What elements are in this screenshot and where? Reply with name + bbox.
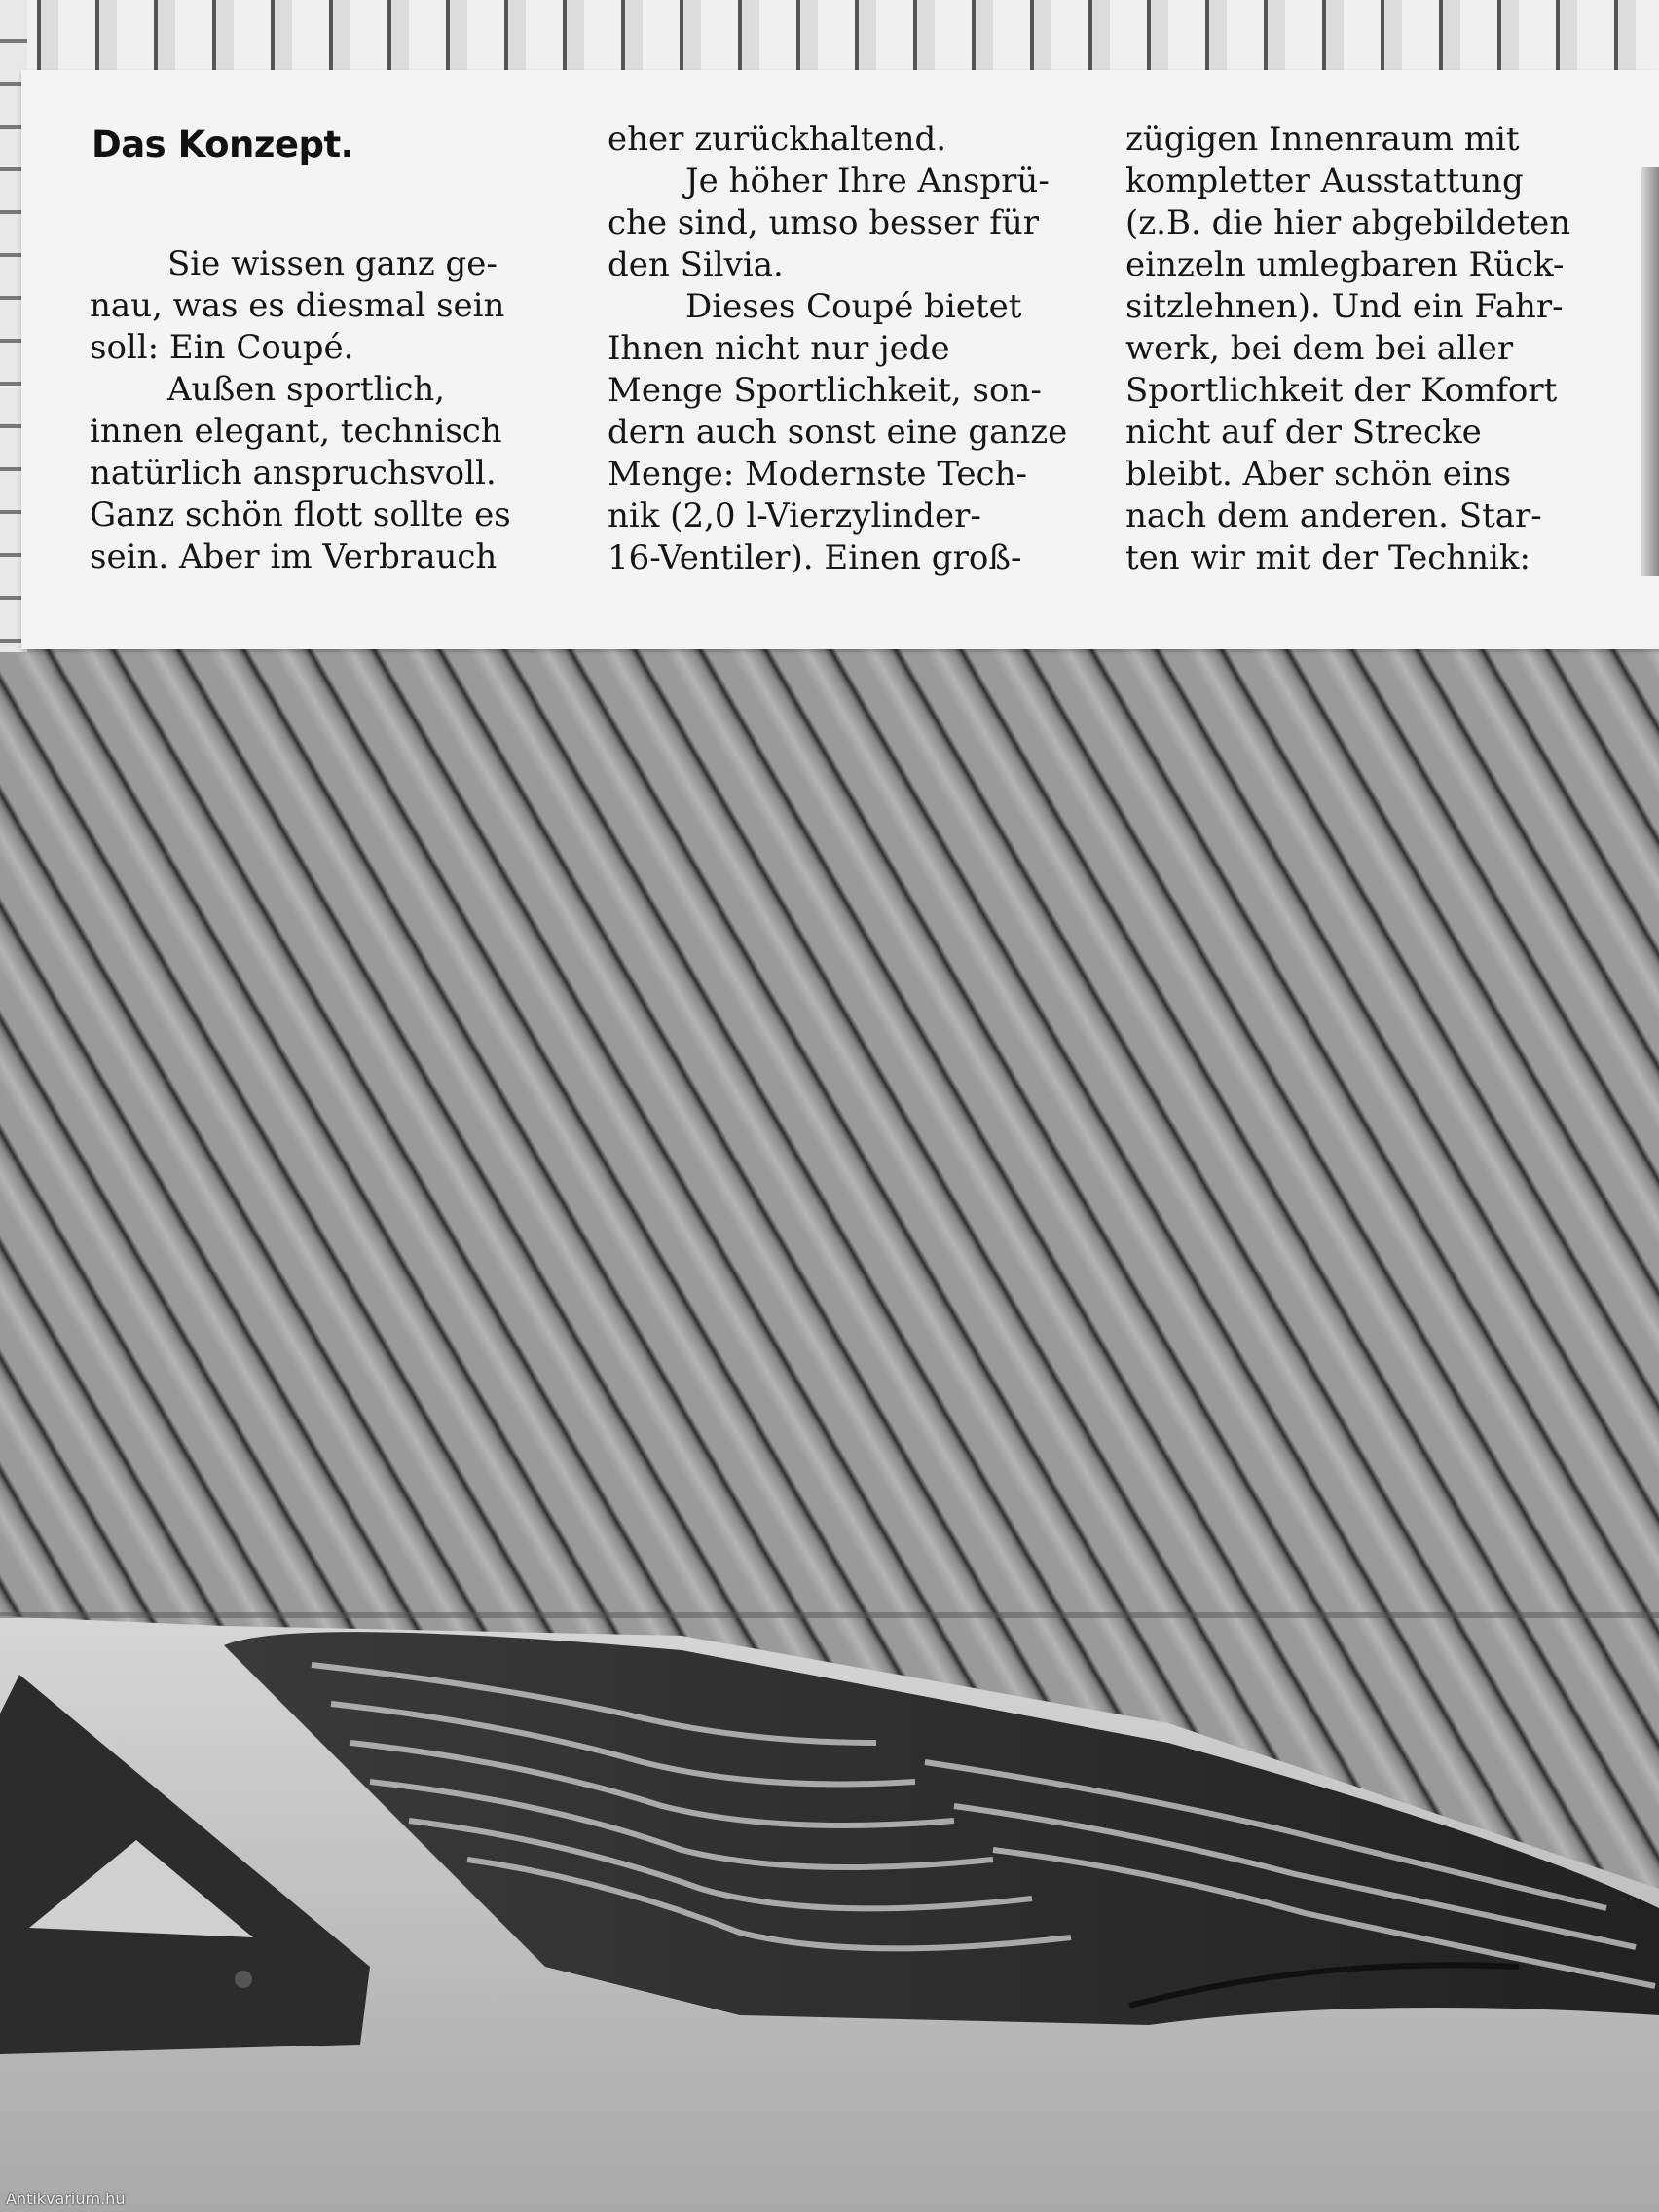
spoiler-edge — [0, 1612, 1659, 1618]
text-line: 16-Ventiler). Einen groß- — [608, 538, 1022, 577]
paragraph — [608, 161, 1094, 286]
text-line: Je höher Ihre Ansprü- — [685, 162, 1050, 201]
text-line: werk, bei dem bei aller — [1125, 329, 1514, 368]
text-column-2 — [608, 119, 1094, 579]
text-line: Ihnen nicht nur jede — [608, 329, 950, 368]
door-pin — [235, 1971, 252, 1988]
text-line: sitzlehnen). Und ein Fahr- — [1125, 287, 1564, 326]
text-line: dern auch sonst eine ganze — [608, 413, 1068, 452]
text-line: Dieses Coupé bietet — [685, 287, 1022, 326]
text-line: Ganz schön flott sollte es — [90, 496, 511, 535]
photo-edge — [1641, 167, 1659, 576]
text-line: Menge Sportlichkeit, son- — [608, 371, 1042, 410]
text-line: einzeln umlegbaren Rück- — [1125, 245, 1565, 284]
paragraph — [608, 286, 1094, 579]
text-line: eher zurückhaltend. — [608, 120, 947, 159]
text-line: nau, was es diesmal sein — [90, 286, 505, 325]
text-line: zügigen Innenraum mit — [1125, 120, 1520, 159]
text-line: kompletter Ausstattung — [1125, 162, 1524, 201]
page-title: Das Konzept. — [92, 124, 354, 166]
watermark: Antikvarium.hu — [6, 2190, 126, 2208]
text-line: nach dem anderen. Star- — [1125, 497, 1542, 535]
text-line: Sportlichkeit der Komfort — [1125, 371, 1558, 410]
text-line: ten wir mit der Technik: — [1125, 538, 1530, 577]
text-line: nicht auf der Strecke — [1125, 413, 1482, 452]
paragraph — [90, 243, 576, 369]
text-line: sein. Aber im Verbrauch — [90, 537, 498, 576]
paragraph — [90, 369, 576, 578]
paragraph — [1125, 119, 1612, 579]
text-line: soll: Ein Coupé. — [90, 328, 354, 367]
text-line: Menge: Modernste Tech- — [608, 455, 1027, 494]
car-roof-photo — [0, 1597, 1659, 2212]
top-photo-strip — [0, 0, 1659, 78]
text-line: Außen sportlich, — [167, 370, 446, 409]
text-line: den Silvia. — [608, 245, 784, 284]
text-line: Sie wissen ganz ge- — [167, 244, 498, 283]
text-line: nik (2,0 l-Vierzylinder- — [608, 497, 981, 535]
text-line: natürlich anspruchsvoll. — [90, 454, 497, 493]
text-line: (z.B. die hier abgebildeten — [1125, 203, 1571, 242]
text-column-3 — [1125, 119, 1612, 579]
text-line: che sind, umso besser für — [608, 203, 1040, 242]
paragraph — [608, 119, 1094, 161]
text-column-1 — [90, 243, 576, 578]
text-line: bleibt. Aber schön eins — [1125, 455, 1512, 494]
text-panel — [21, 70, 1659, 649]
text-line: innen elegant, technisch — [90, 412, 502, 451]
